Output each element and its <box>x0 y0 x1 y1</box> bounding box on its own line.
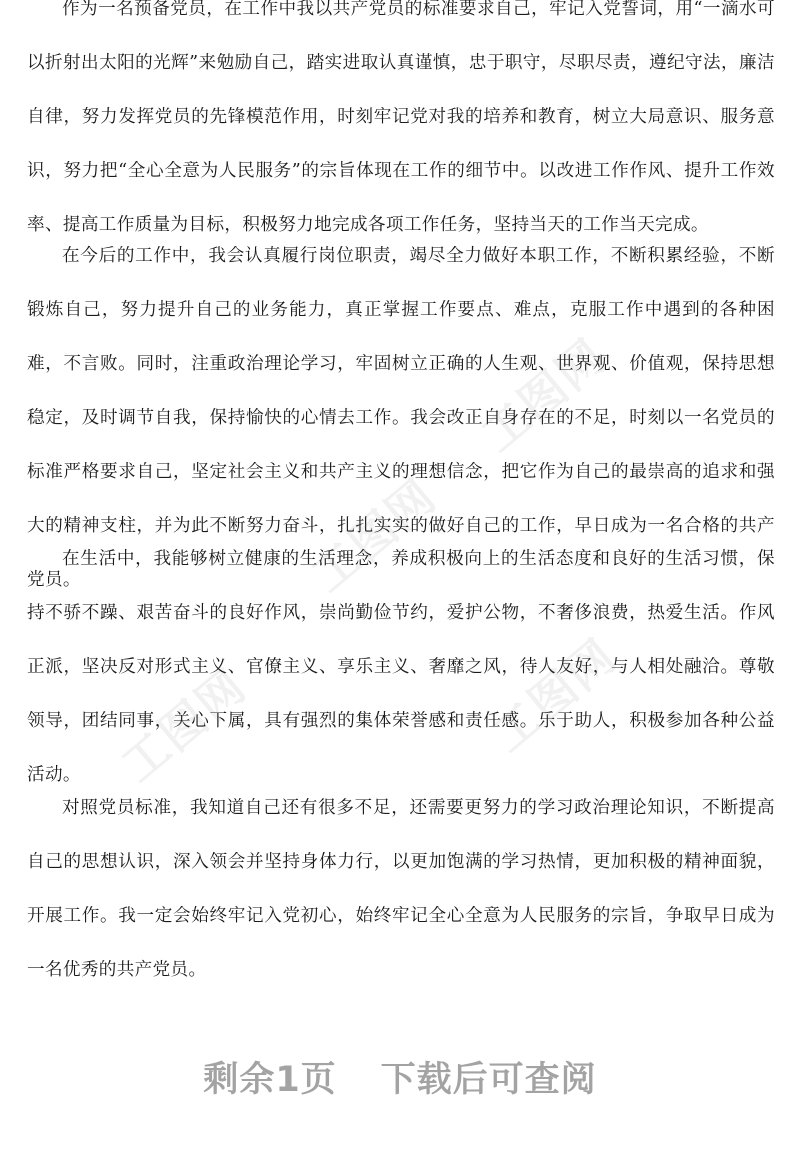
download-prompt[interactable] <box>0 1052 800 1102</box>
watermark: 工图网 <box>301 468 447 603</box>
download-to-view-label: 下载后可查阅 <box>380 1060 597 1100</box>
paragraph-1: 作为一名预备党员，在工作中我以共产党员的标准要求自己，牢记入党誓词，用“一滴水可以折射出太阳的光辉”来勉励自己，踏实进取认真谨慎，忠于职守，尽职尽责，遵纪守法，廉洁自律，努力发挥党员的先锋模范作用，时刻牢记党对我的培养和教育，树立大局意识、服务意识，努力把“全心全意为人民服务”的宗旨体现在工作的细节中。以改进工作作风、提升工作效率、提高工作质量为目标，积极努力地完成各项工作任务，坚持当天的工作当天完成。 <box>27 0 775 235</box>
paragraph-3: 在生活中，我能够树立健康的生活理念，养成积极向上的生活态度和良好的生活习惯，保持不骄不躁、艰苦奋斗的良好作风，崇尚勤俭节约，爱护公物，不奢侈浪费，热爱生活。作风正派，坚决反对形式主义、官僚主义、享乐主义、奢靡之风，待人友好，与人相处融洽。尊敬领导，团结同事，关心下属，具有强烈的集体荣誉感和责任感。乐于助人，积极参加各种公益活动。 <box>27 549 775 785</box>
watermark: 工图网 <box>481 628 627 763</box>
paragraph-4: 对照党员标准，我知道自己还有很多不足，还需要更努力的学习政治理论知识，不断提高自己的思想认识，深入领会并坚持身体力行，以更加饱满的学习热情，更加积极的精神面貌，开展工作。我一定会始终牢记入党初心，始终牢记全心全意为人民服务的宗旨，争取早日成为一名优秀的共产党员。 <box>27 798 775 980</box>
remaining-pages-label: 剩余1页 <box>203 1060 337 1100</box>
paragraph-2: 在今后的工作中，我会认真履行岗位职责，竭尽全力做好本职工作，不断积累经验，不断锻炼自己，努力提升自己的业务能力，真正掌握工作要点、难点，克服工作中遇到的各种困难，不言败。同时，注重政治理论学习，牢固树立正确的人生观、世界观、价值观，保持思想稳定，及时调节自我，保持愉快的心情去工作。我会改正自身存在的不足，时刻以一名党员的标准严格要求自己，坚定社会主义和共产主义的理想信念，把它作为自己的最崇高的追求和强大的精神支柱，并为此不断努力奋斗，扎扎实实的做好自己的工作，早日成为一名合格的共产党员。 <box>27 246 775 590</box>
watermark: 工图网 <box>111 658 257 793</box>
watermark: 工图网 <box>471 328 617 463</box>
